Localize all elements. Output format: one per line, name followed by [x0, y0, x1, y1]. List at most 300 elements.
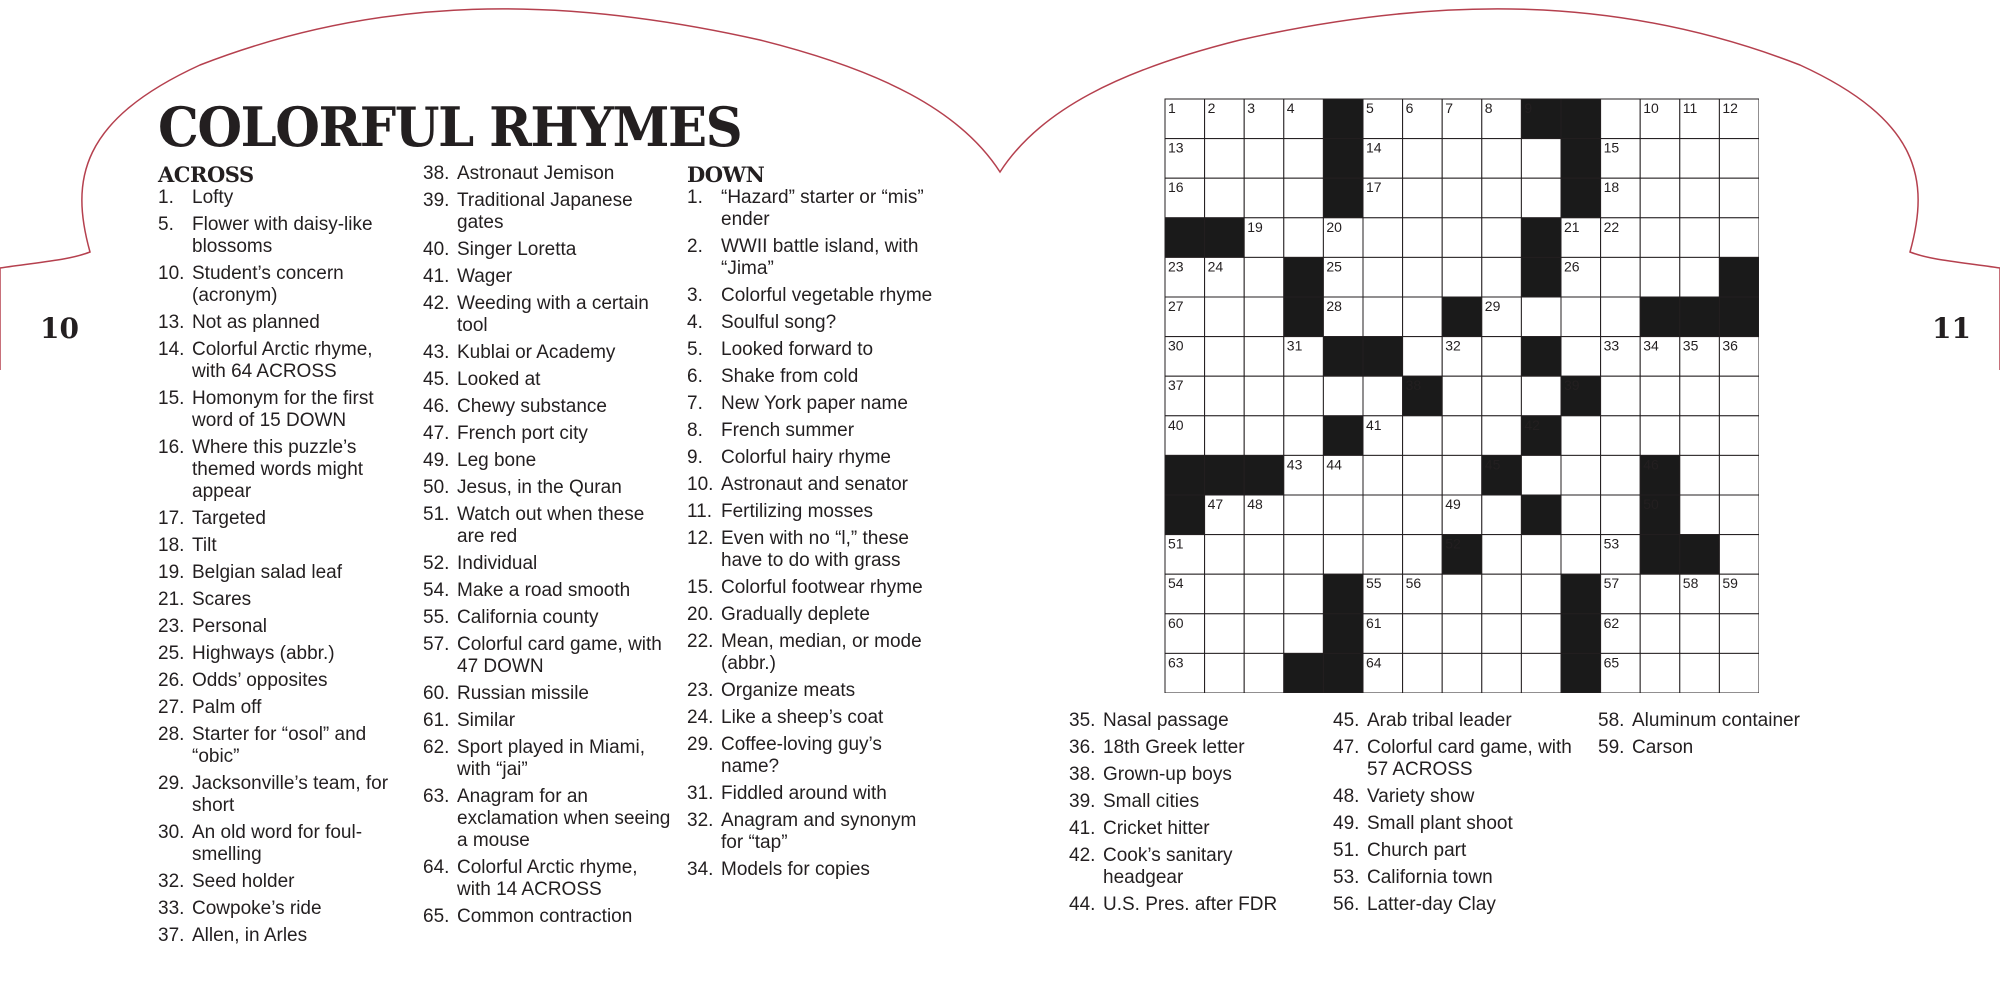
grid-cell[interactable] — [1561, 297, 1601, 337]
clue-number: 45. — [1333, 710, 1360, 731]
grid-cell[interactable] — [1719, 535, 1759, 575]
clue-item — [158, 871, 398, 893]
grid-cell[interactable] — [1323, 535, 1363, 575]
grid-block — [1719, 257, 1759, 297]
grid-cell[interactable] — [1403, 218, 1443, 258]
clue-text: Small plant shoot — [1367, 813, 1513, 834]
across-clue-list-continued — [423, 163, 673, 928]
grid-cell[interactable] — [1719, 178, 1759, 218]
clue-text: Anagram and synonym for “tap” — [721, 810, 917, 853]
grid-cell[interactable] — [1205, 376, 1245, 416]
grid-cell[interactable] — [1719, 139, 1759, 179]
cell-number: 39 — [1564, 377, 1580, 394]
clue-number: 12. — [687, 528, 714, 549]
cell-number: 62 — [1603, 614, 1620, 631]
grid-block — [1561, 178, 1601, 218]
clue-text: New York paper name — [721, 393, 908, 414]
grid-cell[interactable] — [1284, 376, 1324, 416]
cell-number: 32 — [1445, 337, 1461, 354]
grid-cell[interactable] — [1205, 535, 1245, 575]
down-clue-list — [687, 187, 937, 881]
clue-item — [687, 810, 937, 854]
cell-number: 5 — [1366, 100, 1374, 116]
grid-cell[interactable] — [1719, 653, 1759, 693]
grid-cell[interactable] — [1640, 574, 1680, 614]
clue-item — [158, 214, 398, 258]
grid-cell[interactable] — [1601, 376, 1641, 416]
grid-block — [1561, 653, 1601, 693]
clue-text: Carson — [1632, 737, 1694, 758]
grid-block — [1284, 653, 1324, 693]
clue-number: 11. — [687, 501, 713, 522]
grid-cell[interactable] — [1561, 535, 1601, 575]
grid-cell[interactable] — [1403, 653, 1443, 693]
clue-number: 17. — [158, 508, 185, 529]
down-column-3 — [1333, 710, 1573, 921]
grid-cell[interactable] — [1363, 376, 1403, 416]
grid-cell[interactable] — [1680, 614, 1720, 654]
cell-number: 13 — [1168, 139, 1184, 156]
clue-number: 15. — [158, 388, 185, 409]
grid-cell[interactable] — [1442, 416, 1482, 456]
clue-number: 10. — [687, 474, 714, 495]
clue-number: 51. — [1333, 840, 1360, 861]
clue-text: “Hazard” starter or “mis” ender — [721, 187, 924, 230]
clue-number: 28. — [158, 724, 185, 745]
grid-cell[interactable] — [1680, 257, 1720, 297]
clue-text: An old word for foul-smelling — [192, 822, 363, 865]
clue-item — [687, 393, 937, 415]
clue-number: 55. — [423, 607, 450, 628]
grid-cell[interactable] — [1482, 535, 1522, 575]
grid-cell[interactable] — [1521, 614, 1561, 654]
clue-text: Fiddled around with — [721, 783, 887, 804]
grid-cell[interactable] — [1403, 455, 1443, 495]
clue-text: Arab tribal leader — [1367, 710, 1512, 731]
grid-cell[interactable] — [1640, 416, 1680, 456]
clue-text: California county — [457, 607, 599, 628]
down-clue-list-continued-2 — [1333, 710, 1573, 916]
grid-cell[interactable] — [1403, 257, 1443, 297]
grid-cell[interactable] — [1482, 139, 1522, 179]
grid-cell[interactable] — [1482, 416, 1522, 456]
cell-number: 50 — [1643, 496, 1659, 512]
clue-number: 64. — [423, 857, 450, 878]
clue-item — [423, 504, 673, 548]
grid-cell[interactable] — [1363, 455, 1403, 495]
clue-number: 21. — [158, 589, 185, 610]
cell-number: 2 — [1207, 100, 1216, 116]
grid-cell[interactable] — [1680, 495, 1720, 535]
grid-cell[interactable] — [1601, 257, 1641, 297]
clue-item — [687, 528, 937, 572]
cell-number: 42 — [1524, 416, 1540, 433]
grid-cell[interactable] — [1482, 653, 1522, 693]
clue-text: Chewy substance — [457, 396, 607, 417]
cell-number: 33 — [1603, 337, 1620, 354]
clue-item — [423, 737, 673, 781]
grid-cell[interactable] — [1680, 416, 1720, 456]
grid-block — [1205, 218, 1245, 258]
clue-text: Targeted — [192, 508, 266, 529]
grid-cell[interactable] — [1442, 614, 1482, 654]
grid-cell[interactable] — [1601, 455, 1641, 495]
grid-cell[interactable] — [1561, 337, 1601, 377]
grid-cell[interactable] — [1205, 416, 1245, 456]
clue-item — [158, 616, 398, 638]
grid-cell[interactable] — [1719, 376, 1759, 416]
clue-number: 63. — [423, 786, 450, 807]
clue-number: 35. — [1069, 710, 1096, 731]
cell-number: 10 — [1643, 100, 1659, 116]
clue-number: 23. — [158, 616, 185, 637]
grid-cell[interactable] — [1482, 495, 1522, 535]
clue-text: California town — [1367, 867, 1493, 888]
grid-cell[interactable] — [1719, 495, 1759, 535]
cell-number: 15 — [1603, 139, 1620, 156]
across-clue-list — [158, 187, 398, 947]
grid-cell[interactable] — [1601, 416, 1641, 456]
clue-text: Grown-up boys — [1103, 764, 1232, 785]
grid-cell[interactable] — [1205, 574, 1245, 614]
clue-number: 38. — [1069, 764, 1096, 785]
grid-cell[interactable] — [1482, 376, 1522, 416]
grid-cell[interactable] — [1561, 455, 1601, 495]
clue-number: 41. — [423, 266, 450, 287]
clue-item — [158, 312, 398, 334]
clue-item — [687, 577, 937, 599]
grid-cell[interactable] — [1482, 574, 1522, 614]
grid-cell[interactable] — [1719, 455, 1759, 495]
grid-cell[interactable] — [1284, 416, 1324, 456]
clue-text: Cowpoke’s ride — [192, 898, 322, 919]
cell-number: 65 — [1603, 654, 1620, 671]
grid-cell[interactable] — [1403, 535, 1443, 575]
clue-number: 9. — [687, 447, 703, 468]
cell-number: 41 — [1366, 416, 1382, 433]
clue-item — [687, 312, 937, 334]
grid-cell[interactable] — [1521, 574, 1561, 614]
puzzle-title: COLORFUL RHYMES — [158, 95, 742, 159]
grid-block — [1205, 455, 1245, 495]
grid-cell[interactable] — [1205, 614, 1245, 654]
grid-cell[interactable] — [1403, 495, 1443, 535]
across-column-2 — [423, 163, 673, 933]
clue-number: 42. — [423, 293, 450, 314]
grid-cell[interactable] — [1205, 178, 1245, 218]
grid-cell[interactable] — [1442, 257, 1482, 297]
clue-text: Shake from cold — [721, 366, 859, 387]
clue-item — [687, 501, 937, 523]
grid-cell[interactable] — [1719, 416, 1759, 456]
cell-number: 40 — [1168, 416, 1184, 433]
clue-text: French summer — [721, 420, 855, 441]
clue-item — [423, 239, 673, 261]
grid-cell[interactable] — [1640, 218, 1680, 258]
clue-text: Russian missile — [457, 683, 589, 704]
grid-cell[interactable] — [1205, 653, 1245, 693]
grid-cell[interactable] — [1284, 139, 1324, 179]
grid-cell[interactable] — [1640, 139, 1680, 179]
clue-text: Gradually deplete — [721, 604, 870, 625]
grid-cell[interactable] — [1205, 139, 1245, 179]
clue-number: 15. — [687, 577, 714, 598]
grid-cell[interactable] — [1363, 535, 1403, 575]
clue-text: Colorful Arctic rhyme, with 14 ACROSS — [457, 857, 638, 900]
down-column-4 — [1598, 710, 1838, 764]
clue-item — [1069, 710, 1309, 732]
grid-cell[interactable] — [1482, 337, 1522, 377]
grid-cell[interactable] — [1680, 218, 1720, 258]
clue-text: Scares — [192, 589, 252, 610]
clue-item — [687, 680, 937, 702]
grid-block — [1165, 495, 1205, 535]
grid-block — [1323, 337, 1363, 377]
grid-cell[interactable] — [1680, 653, 1720, 693]
clue-number: 5. — [687, 339, 703, 360]
clue-text: Make a road smooth — [457, 580, 631, 601]
grid-cell[interactable] — [1521, 376, 1561, 416]
grid-cell[interactable] — [1719, 218, 1759, 258]
clue-number: 39. — [1069, 791, 1096, 812]
grid-cell[interactable] — [1205, 297, 1245, 337]
grid-cell[interactable] — [1323, 376, 1363, 416]
cell-number: 27 — [1168, 298, 1184, 314]
clue-item — [1333, 813, 1573, 835]
clue-number: 41. — [1069, 818, 1096, 839]
clue-number: 43. — [423, 342, 450, 363]
cell-number: 4 — [1286, 100, 1295, 116]
clue-number: 6. — [687, 366, 703, 387]
grid-cell[interactable] — [1482, 257, 1522, 297]
clue-text: Colorful card game, with 57 ACROSS — [1367, 737, 1572, 780]
grid-cell[interactable] — [1244, 535, 1284, 575]
grid-cell[interactable] — [1284, 218, 1324, 258]
grid-cell[interactable] — [1521, 653, 1561, 693]
grid-cell[interactable] — [1640, 178, 1680, 218]
grid-cell[interactable] — [1403, 297, 1443, 337]
clue-number: 29. — [158, 773, 185, 794]
grid-block — [1521, 218, 1561, 258]
grid-cell[interactable] — [1601, 297, 1641, 337]
clue-number: 3. — [687, 285, 703, 306]
grid-cell[interactable] — [1442, 178, 1482, 218]
grid-cell[interactable] — [1442, 376, 1482, 416]
grid-cell[interactable] — [1244, 337, 1284, 377]
grid-cell[interactable] — [1521, 139, 1561, 179]
clue-number: 62. — [423, 737, 450, 758]
clue-text: Kublai or Academy — [457, 342, 616, 363]
grid-cell[interactable] — [1442, 653, 1482, 693]
clue-item — [158, 925, 398, 947]
clue-item — [687, 631, 937, 675]
grid-cell[interactable] — [1482, 218, 1522, 258]
clue-text: Anagram for an exclamation when seeing a mouse — [457, 786, 671, 851]
grid-cell[interactable] — [1680, 376, 1720, 416]
grid-block — [1284, 297, 1324, 337]
grid-cell[interactable] — [1482, 178, 1522, 218]
clue-text: Highways (abbr.) — [192, 643, 335, 664]
grid-cell[interactable] — [1680, 139, 1720, 179]
cell-number: 22 — [1603, 218, 1620, 235]
clue-number: 30. — [158, 822, 185, 843]
grid-block — [1561, 614, 1601, 654]
grid-block — [1323, 139, 1363, 179]
clue-text: Organize meats — [721, 680, 856, 701]
grid-cell[interactable] — [1244, 297, 1284, 337]
grid-block — [1680, 297, 1720, 337]
page-number-right: 11 — [1932, 312, 1971, 345]
cell-number: 24 — [1207, 258, 1224, 275]
cell-number: 3 — [1247, 100, 1255, 116]
cell-number: 55 — [1366, 575, 1382, 592]
cell-number: 48 — [1247, 496, 1263, 512]
cell-number: 43 — [1286, 456, 1303, 473]
grid-cell[interactable] — [1442, 455, 1482, 495]
grid-cell[interactable] — [1403, 614, 1443, 654]
clue-item — [158, 697, 398, 719]
grid-cell[interactable] — [1244, 574, 1284, 614]
clue-text: Jacksonville’s team, for short — [192, 773, 389, 816]
cell-number: 53 — [1603, 535, 1620, 552]
grid-cell[interactable] — [1680, 455, 1720, 495]
grid-cell[interactable] — [1284, 495, 1324, 535]
grid-cell[interactable] — [1601, 495, 1641, 535]
grid-cell[interactable] — [1680, 178, 1720, 218]
clue-item — [1069, 845, 1309, 889]
clue-text: Models for copies — [721, 859, 870, 880]
grid-cell[interactable] — [1244, 653, 1284, 693]
cell-number: 36 — [1722, 337, 1738, 354]
cell-number: 26 — [1564, 258, 1580, 275]
grid-cell[interactable] — [1284, 178, 1324, 218]
grid-cell[interactable] — [1403, 139, 1443, 179]
clue-number: 47. — [1333, 737, 1360, 758]
grid-cell[interactable] — [1640, 257, 1680, 297]
clue-number: 44. — [1069, 894, 1096, 915]
grid-cell[interactable] — [1323, 495, 1363, 535]
clue-item — [1333, 894, 1573, 916]
clue-item — [423, 369, 673, 391]
grid-block — [1640, 297, 1680, 337]
grid-cell[interactable] — [1244, 178, 1284, 218]
cell-number: 44 — [1326, 456, 1342, 473]
grid-cell[interactable] — [1205, 337, 1245, 377]
cell-number: 12 — [1722, 100, 1738, 116]
grid-cell[interactable] — [1521, 535, 1561, 575]
grid-block — [1640, 535, 1680, 575]
clue-text: Allen, in Arles — [192, 925, 308, 946]
grid-cell[interactable] — [1442, 218, 1482, 258]
grid-cell[interactable] — [1403, 178, 1443, 218]
clue-item — [158, 187, 398, 209]
grid-cell[interactable] — [1601, 99, 1641, 139]
grid-cell[interactable] — [1561, 416, 1601, 456]
clue-number: 29. — [687, 734, 714, 755]
grid-cell[interactable] — [1284, 535, 1324, 575]
clue-item — [158, 898, 398, 920]
clue-item — [423, 450, 673, 472]
clue-text: Cook’s sanitary headgear — [1103, 845, 1233, 888]
clue-item — [1069, 894, 1309, 916]
grid-cell[interactable] — [1442, 139, 1482, 179]
clue-text: 18th Greek letter — [1103, 737, 1245, 758]
clue-item — [423, 683, 673, 705]
clue-text: Fertilizing mosses — [721, 501, 874, 522]
clue-item — [158, 339, 398, 383]
grid-cell[interactable] — [1363, 495, 1403, 535]
clue-item — [423, 342, 673, 364]
grid-cell[interactable] — [1640, 376, 1680, 416]
clue-number: 42. — [1069, 845, 1096, 866]
grid-cell[interactable] — [1284, 574, 1324, 614]
clue-item — [423, 634, 673, 678]
clue-text: Belgian salad leaf — [192, 562, 342, 583]
grid-cell[interactable] — [1521, 455, 1561, 495]
clue-number: 45. — [423, 369, 450, 390]
grid-cell[interactable] — [1363, 297, 1403, 337]
clue-item — [423, 607, 673, 629]
grid-cell[interactable] — [1363, 218, 1403, 258]
grid-cell[interactable] — [1442, 574, 1482, 614]
clue-item — [1333, 840, 1573, 862]
clue-number: 1. — [158, 187, 174, 208]
clue-number: 52. — [423, 553, 450, 574]
clue-item — [687, 236, 937, 280]
clue-number: 33. — [158, 898, 185, 919]
grid-cell[interactable] — [1482, 614, 1522, 654]
grid-cell[interactable] — [1640, 614, 1680, 654]
clue-text: Colorful vegetable rhyme — [721, 285, 933, 306]
clue-number: 53. — [1333, 867, 1360, 888]
grid-cell[interactable] — [1244, 376, 1284, 416]
clue-text: U.S. Pres. after FDR — [1103, 894, 1278, 915]
grid-cell[interactable] — [1561, 495, 1601, 535]
grid-cell[interactable] — [1244, 257, 1284, 297]
cell-number: 51 — [1168, 535, 1184, 552]
grid-block — [1442, 297, 1482, 337]
grid-cell[interactable] — [1244, 139, 1284, 179]
cell-number: 54 — [1168, 575, 1184, 592]
clue-item — [423, 710, 673, 732]
clue-text: Leg bone — [457, 450, 537, 471]
grid-cell[interactable] — [1244, 416, 1284, 456]
clue-number: 37. — [158, 925, 185, 946]
clue-item — [1069, 818, 1309, 840]
cell-number: 16 — [1168, 179, 1184, 196]
clue-text: Personal — [192, 616, 267, 637]
down-clue-list-continued-1 — [1069, 710, 1309, 916]
grid-cell[interactable] — [1521, 297, 1561, 337]
grid-block — [1284, 257, 1324, 297]
clue-number: 51. — [423, 504, 450, 525]
clue-item — [1069, 791, 1309, 813]
grid-cell[interactable] — [1521, 178, 1561, 218]
cell-number: 37 — [1168, 377, 1184, 394]
grid-cell[interactable] — [1403, 337, 1443, 377]
grid-block — [1561, 99, 1601, 139]
clue-text: Astronaut Jemison — [457, 163, 615, 184]
grid-cell[interactable] — [1403, 416, 1443, 456]
grid-cell[interactable] — [1719, 614, 1759, 654]
grid-cell[interactable] — [1284, 614, 1324, 654]
clue-number: 5. — [158, 214, 174, 235]
cell-number: 60 — [1168, 614, 1184, 631]
grid-cell[interactable] — [1363, 257, 1403, 297]
clue-item — [687, 339, 937, 361]
grid-cell[interactable] — [1640, 653, 1680, 693]
grid-cell[interactable] — [1244, 614, 1284, 654]
